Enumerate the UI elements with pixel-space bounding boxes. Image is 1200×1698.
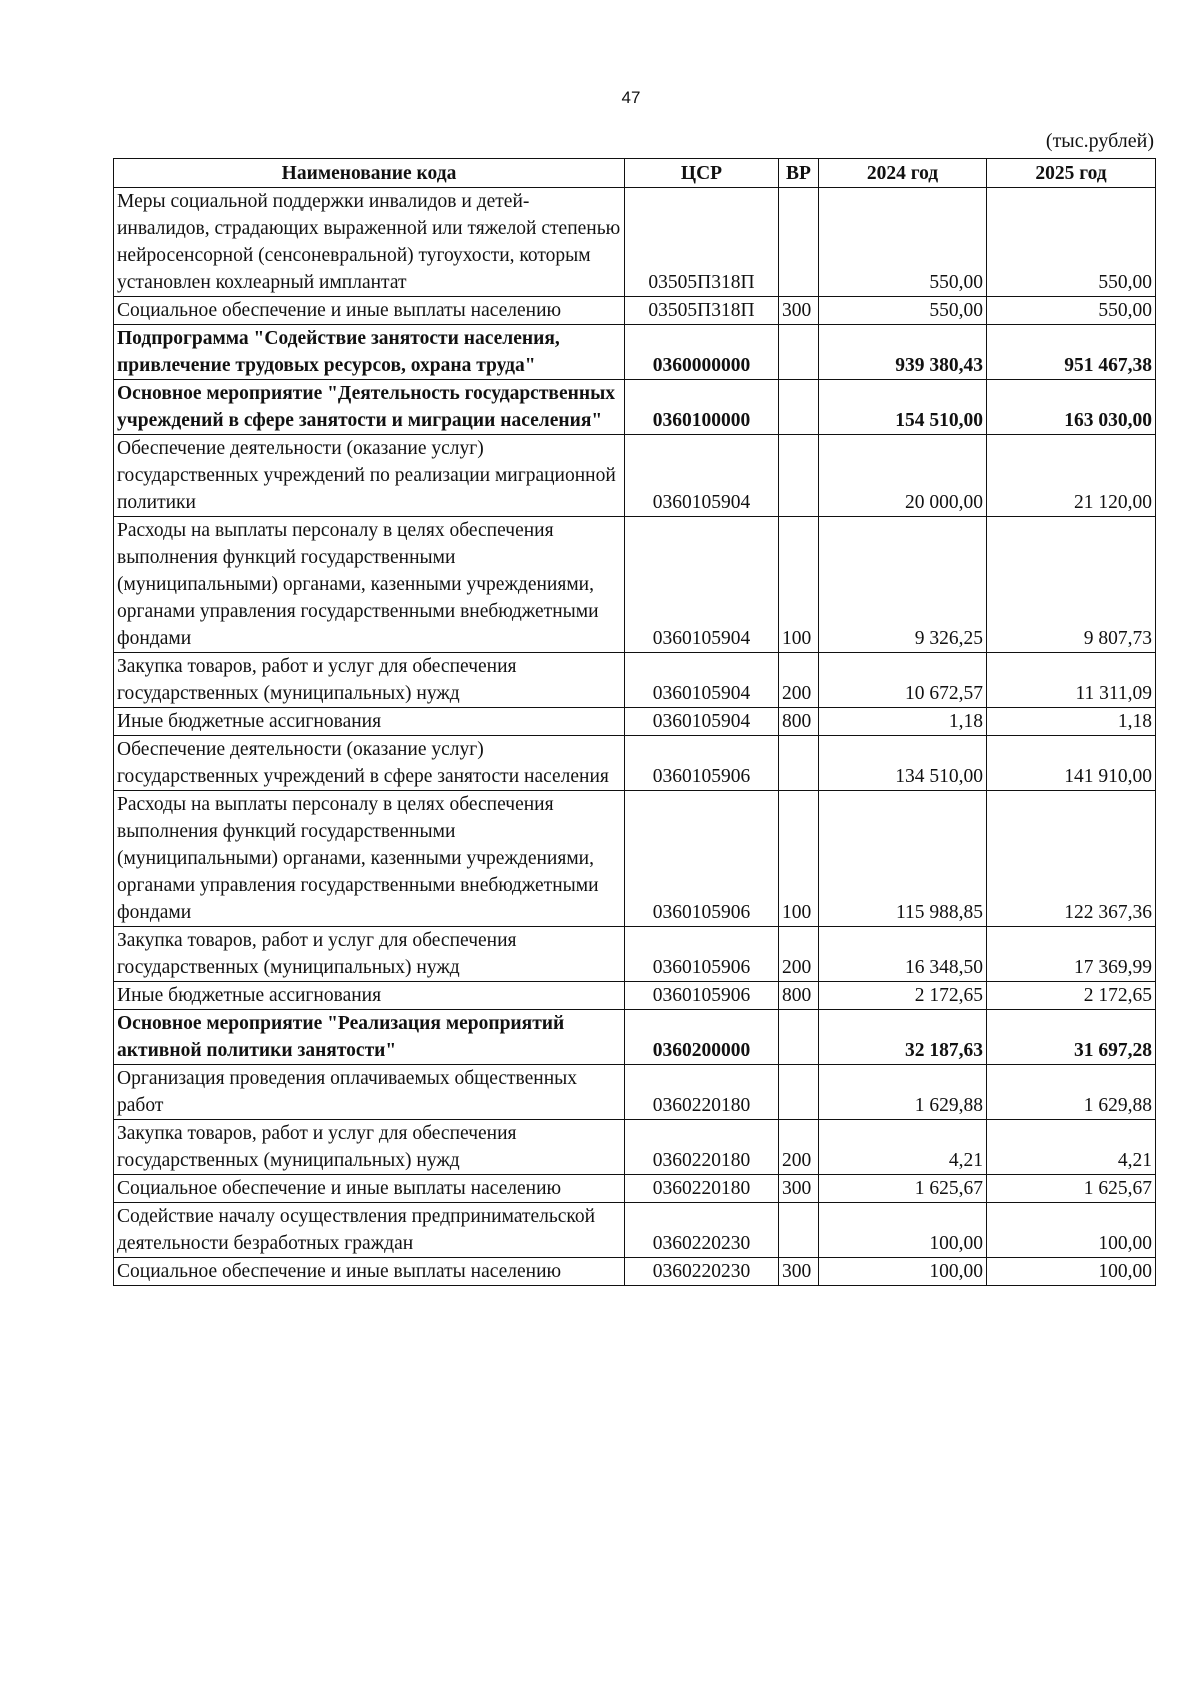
table-row xyxy=(114,653,1156,708)
row-name-cell: Закупка товаров, работ и услуг для обеспечения государственных (муниципальных) нужд xyxy=(114,927,625,982)
row-vr-cell xyxy=(779,188,819,297)
row-2024-cell: 10 672,57 xyxy=(819,653,987,708)
table-row xyxy=(114,1120,1156,1175)
row-vr-cell xyxy=(779,1010,819,1065)
row-2024-cell: 1,18 xyxy=(819,708,987,736)
table-row xyxy=(114,1258,1156,1286)
row-csr-cell: 0360105904 xyxy=(625,708,779,736)
row-name-cell: Социальное обеспечение и иные выплаты населению xyxy=(114,297,625,325)
row-csr-cell: 0360105906 xyxy=(625,736,779,791)
row-2025-cell: 550,00 xyxy=(987,188,1156,297)
row-csr-cell: 0360220180 xyxy=(625,1175,779,1203)
table-body xyxy=(114,188,1156,1286)
row-csr-cell: 0360105906 xyxy=(625,982,779,1010)
row-2025-cell: 100,00 xyxy=(987,1258,1156,1286)
header-2024: 2024 год xyxy=(819,159,987,188)
row-2025-cell: 100,00 xyxy=(987,1203,1156,1258)
row-csr-cell: 0360105904 xyxy=(625,517,779,653)
units-label: (тыс.рублей) xyxy=(1045,130,1154,152)
row-2025-cell: 11 311,09 xyxy=(987,653,1156,708)
row-csr-cell: 0360105904 xyxy=(625,653,779,708)
row-2024-cell: 20 000,00 xyxy=(819,435,987,517)
row-csr-cell: 03505П318П xyxy=(625,297,779,325)
row-csr-cell: 03505П318П xyxy=(625,188,779,297)
row-2025-cell: 17 369,99 xyxy=(987,927,1156,982)
header-2025: 2025 год xyxy=(987,159,1156,188)
row-2025-cell: 1,18 xyxy=(987,708,1156,736)
row-name-cell: Закупка товаров, работ и услуг для обеспечения государственных (муниципальных) нужд xyxy=(114,653,625,708)
row-csr-cell: 0360000000 xyxy=(625,325,779,380)
row-2024-cell: 4,21 xyxy=(819,1120,987,1175)
row-name-cell: Меры социальной поддержки инвалидов и детей-инвалидов, страдающих выраженной или тяжелой степенью нейросенсорной (сенсоневральной) тугоухости, которым установлен кохлеарный имплантат xyxy=(114,188,625,297)
header-vr: ВР xyxy=(779,159,819,188)
row-2024-cell: 100,00 xyxy=(819,1203,987,1258)
row-2025-cell: 1 629,88 xyxy=(987,1065,1156,1120)
row-vr-cell: 300 xyxy=(779,1258,819,1286)
row-vr-cell: 300 xyxy=(779,297,819,325)
row-2024-cell: 9 326,25 xyxy=(819,517,987,653)
table-row xyxy=(114,325,1156,380)
row-vr-cell xyxy=(779,380,819,435)
row-2024-cell: 1 629,88 xyxy=(819,1065,987,1120)
row-2025-cell: 31 697,28 xyxy=(987,1010,1156,1065)
row-2024-cell: 115 988,85 xyxy=(819,791,987,927)
row-name-cell: Обеспечение деятельности (оказание услуг) государственных учреждений в сфере занятости населения xyxy=(114,736,625,791)
row-name-cell: Расходы на выплаты персоналу в целях обеспечения выполнения функций государственными (муниципальными) органами, казенными учреждениями, органами управления государственными внебюджетными фондами xyxy=(114,791,625,927)
table-header-row xyxy=(114,159,1156,188)
row-vr-cell: 800 xyxy=(779,708,819,736)
row-name-cell: Основное мероприятие "Реализация мероприятий активной политики занятости" xyxy=(114,1010,625,1065)
row-2025-cell: 122 367,36 xyxy=(987,791,1156,927)
row-vr-cell xyxy=(779,1203,819,1258)
table-row xyxy=(114,188,1156,297)
table-row xyxy=(114,1010,1156,1065)
row-vr-cell xyxy=(779,736,819,791)
row-name-cell: Социальное обеспечение и иные выплаты населению xyxy=(114,1258,625,1286)
table-row xyxy=(114,1203,1156,1258)
row-2025-cell: 21 120,00 xyxy=(987,435,1156,517)
row-name-cell: Подпрограмма "Содействие занятости населения, привлечение трудовых ресурсов, охрана труда" xyxy=(114,325,625,380)
row-2024-cell: 550,00 xyxy=(819,188,987,297)
page-number: 47 xyxy=(621,88,641,107)
table-row xyxy=(114,1065,1156,1120)
row-2025-cell: 4,21 xyxy=(987,1120,1156,1175)
row-2024-cell: 16 348,50 xyxy=(819,927,987,982)
row-vr-cell: 200 xyxy=(779,927,819,982)
table-row xyxy=(114,927,1156,982)
row-csr-cell: 0360200000 xyxy=(625,1010,779,1065)
row-name-cell: Организация проведения оплачиваемых общественных работ xyxy=(114,1065,625,1120)
table-row xyxy=(114,435,1156,517)
row-2025-cell: 2 172,65 xyxy=(987,982,1156,1010)
row-vr-cell xyxy=(779,325,819,380)
row-2024-cell: 100,00 xyxy=(819,1258,987,1286)
row-2024-cell: 1 625,67 xyxy=(819,1175,987,1203)
row-2025-cell: 163 030,00 xyxy=(987,380,1156,435)
row-csr-cell: 0360220230 xyxy=(625,1203,779,1258)
row-name-cell: Обеспечение деятельности (оказание услуг) государственных учреждений по реализации миграционной политики xyxy=(114,435,625,517)
row-2025-cell: 1 625,67 xyxy=(987,1175,1156,1203)
budget-table xyxy=(113,158,1156,1286)
row-csr-cell: 0360100000 xyxy=(625,380,779,435)
table-row xyxy=(114,380,1156,435)
row-vr-cell: 200 xyxy=(779,653,819,708)
row-name-cell: Содействие началу осуществления предпринимательской деятельности безработных граждан xyxy=(114,1203,625,1258)
row-2025-cell: 9 807,73 xyxy=(987,517,1156,653)
row-2024-cell: 550,00 xyxy=(819,297,987,325)
row-vr-cell: 100 xyxy=(779,791,819,927)
row-csr-cell: 0360105904 xyxy=(625,435,779,517)
row-name-cell: Расходы на выплаты персоналу в целях обеспечения выполнения функций государственными (муниципальными) органами, казенными учреждениями, органами управления государственными внебюджетными фондами xyxy=(114,517,625,653)
row-name-cell: Социальное обеспечение и иные выплаты населению xyxy=(114,1175,625,1203)
header-csr: ЦСР xyxy=(625,159,779,188)
table-row xyxy=(114,297,1156,325)
row-csr-cell: 0360220180 xyxy=(625,1065,779,1120)
row-vr-cell: 300 xyxy=(779,1175,819,1203)
row-2024-cell: 134 510,00 xyxy=(819,736,987,791)
row-csr-cell: 0360220180 xyxy=(625,1120,779,1175)
row-vr-cell xyxy=(779,1065,819,1120)
row-2025-cell: 951 467,38 xyxy=(987,325,1156,380)
row-name-cell: Иные бюджетные ассигнования xyxy=(114,708,625,736)
header-name: Наименование кода xyxy=(114,159,625,188)
row-vr-cell: 200 xyxy=(779,1120,819,1175)
row-vr-cell xyxy=(779,435,819,517)
row-2024-cell: 154 510,00 xyxy=(819,380,987,435)
row-2024-cell: 939 380,43 xyxy=(819,325,987,380)
table-row xyxy=(114,708,1156,736)
row-name-cell: Основное мероприятие "Деятельность государственных учреждений в сфере занятости и миграции населения" xyxy=(114,380,625,435)
row-csr-cell: 0360105906 xyxy=(625,791,779,927)
row-name-cell: Иные бюджетные ассигнования xyxy=(114,982,625,1010)
table-row xyxy=(114,517,1156,653)
row-vr-cell: 100 xyxy=(779,517,819,653)
table-row xyxy=(114,736,1156,791)
row-csr-cell: 0360105906 xyxy=(625,927,779,982)
row-name-cell: Закупка товаров, работ и услуг для обеспечения государственных (муниципальных) нужд xyxy=(114,1120,625,1175)
row-csr-cell: 0360220230 xyxy=(625,1258,779,1286)
table-row xyxy=(114,1175,1156,1203)
row-2025-cell: 550,00 xyxy=(987,297,1156,325)
row-2025-cell: 141 910,00 xyxy=(987,736,1156,791)
table-row xyxy=(114,791,1156,927)
row-2024-cell: 32 187,63 xyxy=(819,1010,987,1065)
table-row xyxy=(114,982,1156,1010)
row-vr-cell: 800 xyxy=(779,982,819,1010)
row-2024-cell: 2 172,65 xyxy=(819,982,987,1010)
